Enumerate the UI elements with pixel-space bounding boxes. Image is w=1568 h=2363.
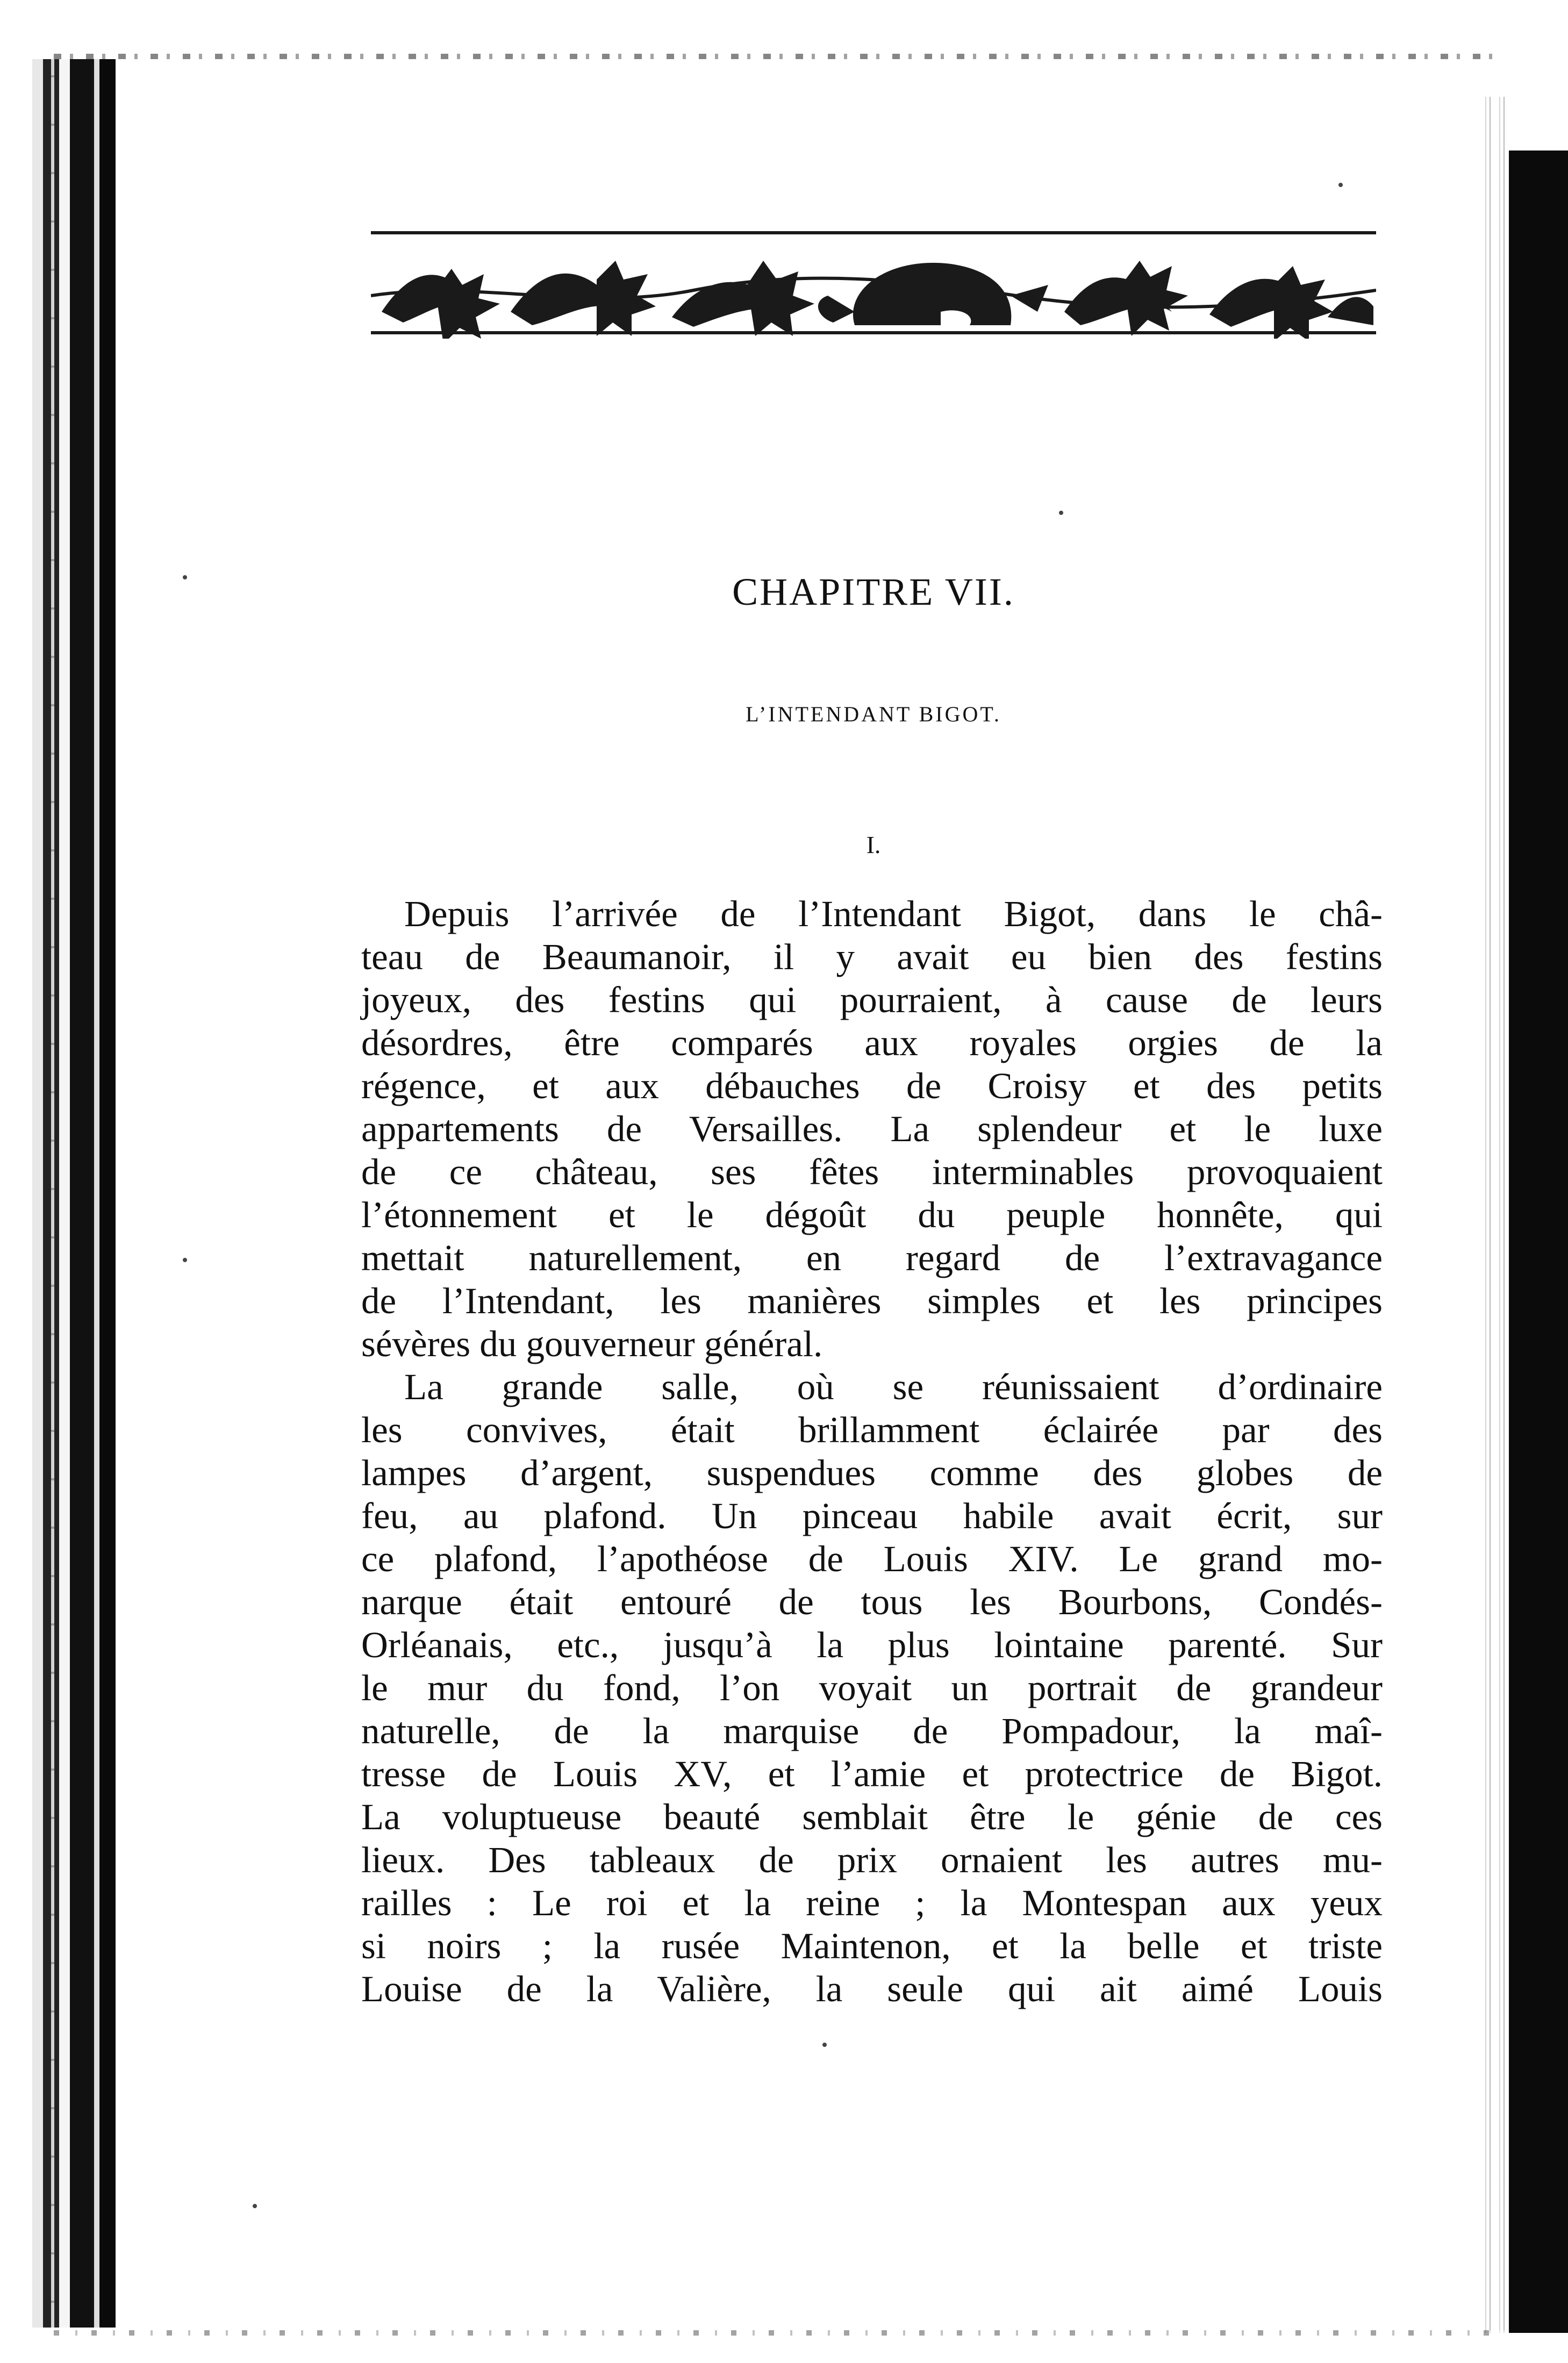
scan-edge-left	[0, 59, 129, 2328]
text-line: régence, et aux débauches de Croisy et des petits	[361, 1065, 1383, 1106]
text-line: Orléanais, etc., jusqu’à la plus lointaine parenté. Sur	[361, 1624, 1383, 1665]
scan-edge-top	[54, 54, 1505, 59]
scan-speck	[183, 575, 187, 579]
scan-edge-right-lines	[1482, 97, 1509, 2333]
ornament-band-icon	[371, 231, 1376, 339]
text-line: narque était entouré de tous les Bourbons, Condés-	[361, 1581, 1383, 1622]
scan-speck	[822, 2043, 827, 2047]
section-number: I.	[866, 831, 881, 858]
scan-speck	[1059, 511, 1063, 515]
text-line: railles : Le roi et la reine ; la Montespan aux yeux	[361, 1882, 1383, 1923]
paragraph-2	[361, 1365, 1383, 2010]
text-line: de l’Intendant, les manières simples et les principes	[361, 1280, 1383, 1321]
text-line: mettait naturellement, en regard de l’extravagance	[361, 1237, 1383, 1278]
text-line: feu, au plafond. Un pinceau habile avait écrit, sur	[361, 1495, 1383, 1536]
paragraph-1	[361, 892, 1383, 1365]
text-line: les convives, était brillamment éclairée par des	[361, 1409, 1383, 1450]
section-title: L’INTENDANT BIGOT.	[746, 702, 1001, 726]
scan-edge-right	[1509, 151, 1568, 2333]
text-line: Louise de la Valière, la seule qui ait aimé Louis	[361, 1968, 1383, 2009]
text-line: La voluptueuse beauté semblait être le génie de ces	[361, 1796, 1383, 1837]
text-line: La grande salle, où se réunissaient d’ordinaire	[404, 1366, 1383, 1407]
text-line: ce plafond, l’apothéose de Louis XIV. Le grand mo-	[361, 1538, 1383, 1579]
text-line: teau de Beaumanoir, il y avait eu bien des festins	[361, 936, 1383, 977]
text-line: si noirs ; la rusée Maintenon, et la belle et triste	[361, 1925, 1383, 1966]
scan-speck	[253, 2204, 257, 2208]
text-line: naturelle, de la marquise de Pompadour, la maî-	[361, 1710, 1383, 1751]
text-line: l’étonnement et le dégoût du peuple honnête, qui	[361, 1194, 1383, 1235]
text-line: sévères du gouverneur général.	[361, 1323, 823, 1364]
text-line: appartements de Versailles. La splendeur et le luxe	[361, 1108, 1383, 1149]
text-line: tresse de Louis XV, et l’amie et protectrice de Bigot.	[361, 1753, 1383, 1794]
scan-edge-bottom	[54, 2330, 1505, 2336]
text-line: lampes d’argent, suspendues comme des globes de	[361, 1452, 1383, 1493]
text-line: le mur du fond, l’on voyait un portrait de grandeur	[361, 1667, 1383, 1708]
chapter-title: CHAPITRE VII.	[732, 570, 1015, 613]
text-line: lieux. Des tableaux de prix ornaient les autres mu-	[361, 1839, 1383, 1880]
scan-speck	[1338, 183, 1343, 187]
text-line: de ce château, ses fêtes interminables provoquaient	[361, 1151, 1383, 1192]
body-text	[361, 892, 1383, 2010]
scan-edge-left-lines	[51, 59, 54, 2328]
text-line: joyeux, des festins qui pourraient, à cause de leurs	[361, 979, 1383, 1020]
text-line: Depuis l’arrivée de l’Intendant Bigot, dans le châ-	[404, 893, 1383, 934]
scan-speck	[183, 1258, 187, 1262]
text-line: désordres, être comparés aux royales orgies de la	[361, 1022, 1383, 1063]
